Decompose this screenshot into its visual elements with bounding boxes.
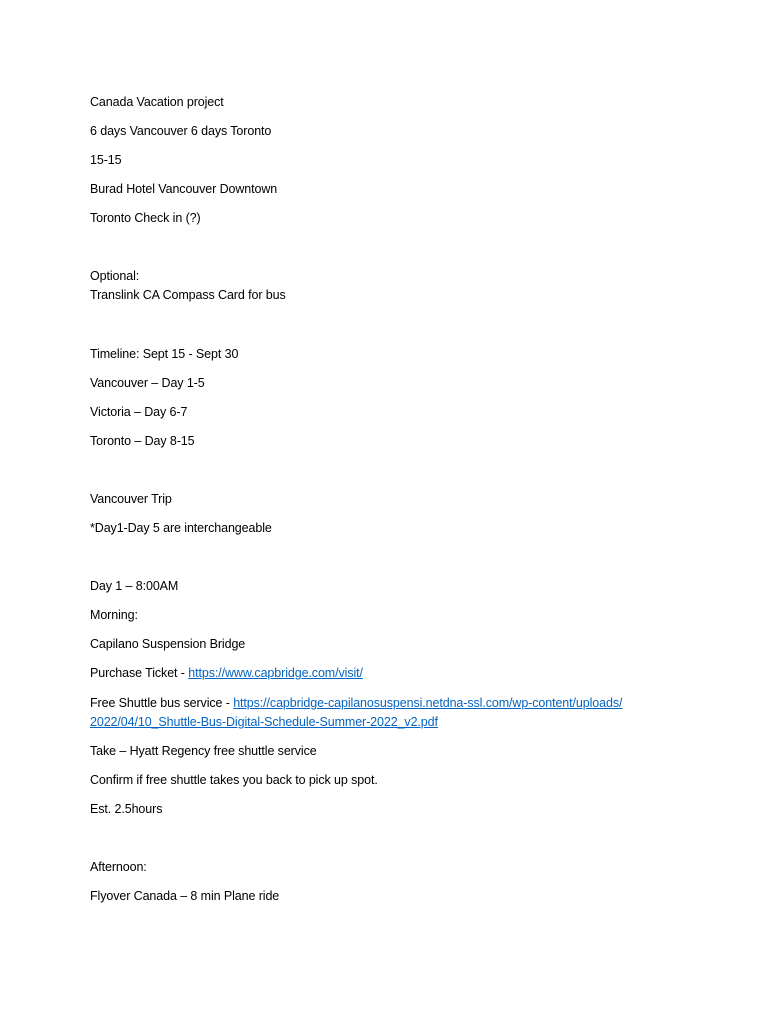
interchangeable-note: *Day1-Day 5 are interchangeable (90, 521, 272, 535)
shuttle-line-continued (90, 714, 438, 730)
hotel-line: Burad Hotel Vancouver Downtown (90, 182, 278, 196)
timeline-line: Timeline: Sept 15 - Sept 30 (90, 347, 239, 361)
timeline-toronto: Toronto – Day 8-15 (90, 434, 195, 448)
shuttle-line (90, 695, 622, 711)
trip-dates-short: 15-15 (90, 153, 122, 167)
document-title: Canada Vacation project (90, 95, 224, 109)
day1-heading: Day 1 – 8:00AM (90, 579, 179, 593)
capilano-line: Capilano Suspension Bridge (90, 637, 246, 651)
morning-heading: Morning: (90, 608, 138, 622)
afternoon-heading: Afternoon: (90, 860, 147, 874)
purchase-ticket-label: Purchase Ticket - (90, 666, 189, 680)
purchase-ticket-line (90, 665, 363, 681)
flyover-line: Flyover Canada – 8 min Plane ride (90, 889, 280, 903)
confirm-shuttle-line: Confirm if free shuttle takes you back to pick up spot. (90, 773, 378, 787)
shuttle-link-continued[interactable]: 2022/04/10_Shuttle-Bus-Digital-Schedule-Summer-2022_v2.pdf (90, 715, 438, 729)
estimate-line: Est. 2.5hours (90, 802, 163, 816)
take-hyatt-line: Take – Hyatt Regency free shuttle service (90, 744, 317, 758)
toronto-checkin-line: Toronto Check in (?) (90, 211, 201, 225)
shuttle-label: Free Shuttle bus service - (90, 696, 234, 710)
trip-duration: 6 days Vancouver 6 days Toronto (90, 124, 272, 138)
timeline-victoria: Victoria – Day 6-7 (90, 405, 188, 419)
purchase-ticket-link[interactable]: https://www.capbridge.com/visit/ (188, 666, 363, 680)
optional-heading: Optional: (90, 269, 140, 283)
timeline-vancouver: Vancouver – Day 1-5 (90, 376, 205, 390)
optional-item: Translink CA Compass Card for bus (90, 288, 286, 302)
vancouver-trip-heading: Vancouver Trip (90, 492, 172, 506)
shuttle-link[interactable]: https://capbridge-capilanosuspensi.netdna-ssl.com/wp-content/uploads/ (233, 696, 623, 710)
